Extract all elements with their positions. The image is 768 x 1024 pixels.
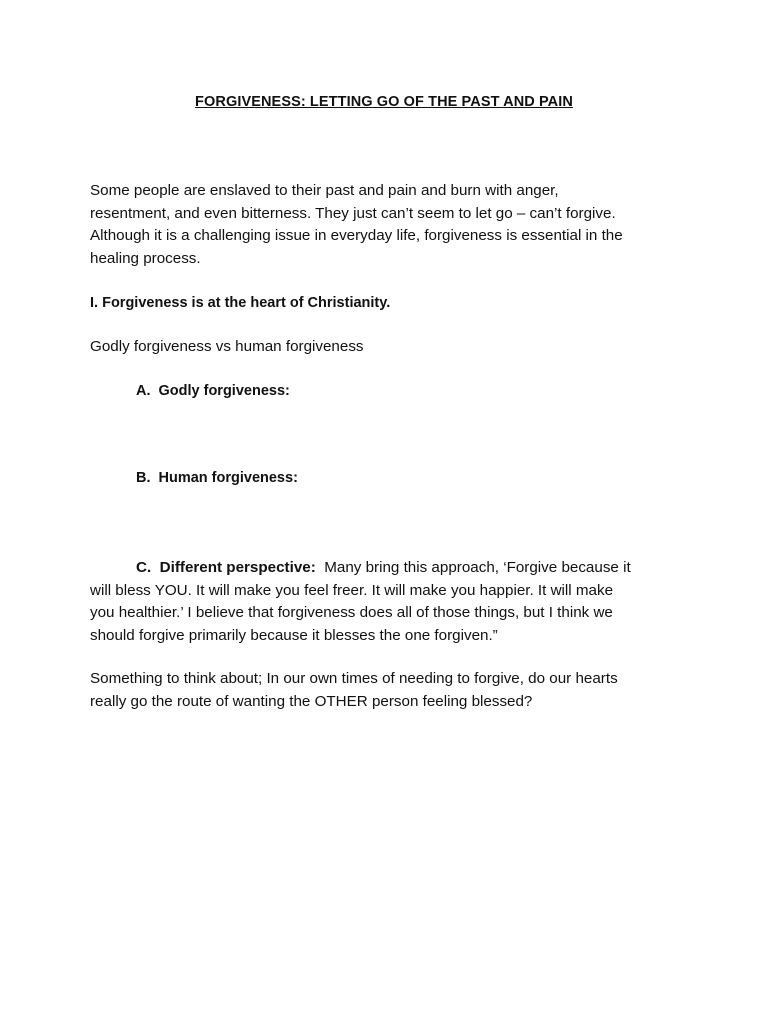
subsection-c-line: should forgive primarily because it blesses the one forgiven.” [90, 626, 498, 644]
intro-line: Some people are enslaved to their past and pain and burn with anger, [90, 182, 559, 199]
subsection-a-letter: A. [136, 383, 151, 399]
subsection-c-line: you healthier.’ I believe that forgiveness does all of those things, but I think we [90, 604, 613, 621]
subsection-c-first-line [90, 557, 680, 580]
intro-line: resentment, and even bitterness. They just can’t seem to let go – can’t forgive. [90, 204, 616, 222]
intro-line: Although it is a challenging issue in everyday life, forgiveness is essential in the [90, 227, 623, 244]
closing-line: really go the route of wanting the OTHER person feeling blessed? [90, 692, 533, 710]
subsection-b-label: Human forgiveness: [158, 470, 298, 486]
subsection-c-line: will bless YOU. It will make you feel freer. It will make you happier. It will make [90, 581, 614, 599]
subsection-b [136, 470, 298, 486]
intro-paragraph [90, 180, 680, 270]
closing-paragraph [90, 668, 680, 713]
subsection-b-letter: B. [136, 470, 151, 486]
subsection-a [136, 383, 290, 399]
subsection-a-label: Godly forgiveness: [158, 383, 290, 399]
closing-line: Something to think about; In our own times of needing to forgive, do our hearts [90, 670, 618, 687]
subsection-c-first-line-rest: Many bring this approach, ‘Forgive because it [324, 559, 631, 576]
intro-line: healing process. [90, 249, 201, 267]
comparison-text: Godly forgiveness vs human forgiveness [90, 338, 364, 355]
document-title: FORGIVENESS: LETTING GO OF THE PAST AND PAIN [195, 94, 573, 110]
subsection-c-paragraph [90, 557, 680, 647]
section-heading-1: I. Forgiveness is at the heart of Christianity. [90, 295, 391, 311]
subsection-c-label: Different perspective: [159, 559, 316, 576]
subsection-c-letter: C. [136, 559, 152, 576]
